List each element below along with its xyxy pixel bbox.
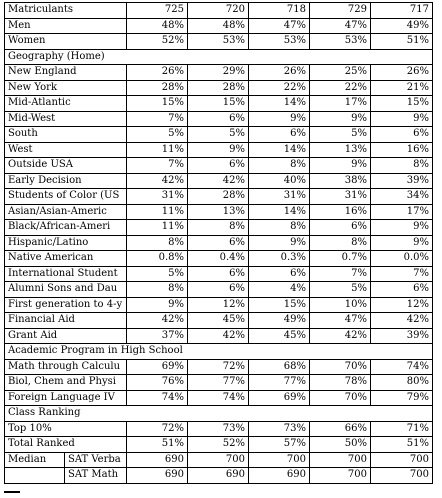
table-cell: 6% (249, 266, 310, 282)
row-label: Hispanic/Latino (5, 235, 127, 251)
table-cell: 8% (371, 158, 433, 174)
table-cell: 49% (371, 18, 433, 34)
row-label: Mid-Atlantic (5, 96, 127, 112)
table-cell: 6% (188, 235, 249, 251)
row-label: Students of Color (US (5, 189, 127, 205)
table-row (5, 142, 433, 158)
table-cell: 0.0% (371, 251, 433, 267)
table-cell: 15% (249, 297, 310, 313)
table-cell: 42% (188, 328, 249, 344)
table-cell: 38% (310, 173, 371, 189)
row-label: Math through Calculu (5, 359, 127, 375)
table-cell: 5% (127, 266, 188, 282)
table-cell: 52% (127, 34, 188, 50)
table-row (5, 158, 433, 174)
row-label: New York (5, 80, 127, 96)
matriculant-statistics-table (4, 2, 433, 484)
table-cell: 690 (127, 452, 188, 468)
table-cell: 690 (188, 468, 249, 484)
table-cell: 6% (249, 127, 310, 143)
table-cell: 71% (371, 421, 433, 437)
section-heading: Geography (Home) (5, 49, 433, 65)
table-cell: 80% (371, 375, 433, 391)
table-row (5, 452, 433, 468)
table-cell: 51% (371, 34, 433, 50)
table-cell: 73% (188, 421, 249, 437)
row-label: Men (5, 18, 127, 34)
table-cell: 77% (188, 375, 249, 391)
row-label: Biol, Chem and Physi (5, 375, 127, 391)
table-cell: 15% (127, 96, 188, 112)
table-cell: 8% (127, 282, 188, 298)
table-cell: 45% (188, 313, 249, 329)
table-cell: 14% (249, 96, 310, 112)
table-cell: 45% (249, 328, 310, 344)
table-row (5, 468, 433, 484)
table-cell: 700 (249, 452, 310, 468)
table-cell: 31% (310, 189, 371, 205)
table-cell: 725 (127, 3, 188, 19)
row-label: West (5, 142, 127, 158)
row-label: Total Ranked (5, 437, 127, 453)
table-row (5, 127, 433, 143)
table-cell: 9% (249, 235, 310, 251)
section-row (5, 49, 433, 65)
row-label: Top 10% (5, 421, 127, 437)
table-row (5, 220, 433, 236)
table-cell: 7% (127, 111, 188, 127)
table-cell: 29% (188, 65, 249, 81)
row-label: Native American (5, 251, 127, 267)
table-cell: 0.7% (310, 251, 371, 267)
table-cell: 12% (371, 297, 433, 313)
table-cell: 51% (127, 437, 188, 453)
table-cell: 718 (249, 3, 310, 19)
table-row (5, 328, 433, 344)
table-cell: 5% (310, 282, 371, 298)
table-cell: 13% (188, 204, 249, 220)
table-cell: 68% (249, 359, 310, 375)
table-cell: 52% (188, 437, 249, 453)
table-cell: 22% (249, 80, 310, 96)
table-row (5, 266, 433, 282)
row-sublabel: SAT Verba (65, 452, 127, 468)
table-cell: 70% (310, 359, 371, 375)
table-cell: 690 (249, 468, 310, 484)
table-row (5, 18, 433, 34)
row-label: Early Decision (5, 173, 127, 189)
table-cell: 42% (127, 173, 188, 189)
table-cell: 720 (188, 3, 249, 19)
table-cell: 74% (127, 390, 188, 406)
table-row (5, 251, 433, 267)
table-row (5, 235, 433, 251)
row-group-label (5, 468, 65, 484)
table-row (5, 297, 433, 313)
table-cell: 12% (188, 297, 249, 313)
table-cell: 34% (371, 189, 433, 205)
table-row (5, 111, 433, 127)
table-cell: 700 (310, 468, 371, 484)
table-cell: 47% (310, 18, 371, 34)
table-cell: 72% (127, 421, 188, 437)
table-cell: 7% (371, 266, 433, 282)
table-cell: 69% (249, 390, 310, 406)
table-row (5, 80, 433, 96)
table-cell: 26% (249, 65, 310, 81)
table-cell: 70% (310, 390, 371, 406)
table-cell: 48% (188, 18, 249, 34)
table-cell: 28% (127, 80, 188, 96)
table-cell: 14% (249, 142, 310, 158)
table-cell: 42% (310, 328, 371, 344)
row-label: First generation to 4-y (5, 297, 127, 313)
table-cell: 5% (127, 127, 188, 143)
table-cell: 15% (371, 96, 433, 112)
table-row (5, 390, 433, 406)
table-cell: 66% (310, 421, 371, 437)
row-label: Matriculants (5, 3, 127, 19)
row-label: Mid-West (5, 111, 127, 127)
row-label: South (5, 127, 127, 143)
table-row (5, 375, 433, 391)
table-cell: 53% (188, 34, 249, 50)
table-cell: 729 (310, 3, 371, 19)
row-label: Outside USA (5, 158, 127, 174)
table-cell: 5% (310, 127, 371, 143)
table-cell: 26% (371, 65, 433, 81)
table-cell: 7% (310, 266, 371, 282)
table-cell: 6% (188, 282, 249, 298)
section-heading: Class Ranking (5, 406, 433, 422)
table-cell: 8% (188, 220, 249, 236)
table-cell: 74% (371, 359, 433, 375)
table-cell: 9% (188, 142, 249, 158)
table-cell: 17% (371, 204, 433, 220)
row-label: Asian/Asian-Americ (5, 204, 127, 220)
table-cell: 14% (249, 204, 310, 220)
table-cell: 717 (371, 3, 433, 19)
table-cell: 700 (371, 452, 433, 468)
row-label: Black/African-Ameri (5, 220, 127, 236)
section-row (5, 344, 433, 360)
table-cell: 77% (249, 375, 310, 391)
footer-rule (4, 491, 20, 493)
table-cell: 11% (127, 204, 188, 220)
table-cell: 72% (188, 359, 249, 375)
table-cell: 700 (310, 452, 371, 468)
table-cell: 47% (310, 313, 371, 329)
table-cell: 5% (188, 127, 249, 143)
table-row (5, 313, 433, 329)
table-cell: 6% (371, 127, 433, 143)
table-cell: 48% (127, 18, 188, 34)
table-row (5, 421, 433, 437)
table-row (5, 282, 433, 298)
table-row (5, 437, 433, 453)
table-cell: 0.4% (188, 251, 249, 267)
table-cell: 79% (371, 390, 433, 406)
table-cell: 26% (127, 65, 188, 81)
row-label: Foreign Language IV (5, 390, 127, 406)
table-cell: 53% (310, 34, 371, 50)
table-cell: 42% (127, 313, 188, 329)
table-cell: 42% (371, 313, 433, 329)
table-cell: 700 (188, 452, 249, 468)
table-row (5, 204, 433, 220)
table-cell: 73% (249, 421, 310, 437)
table-cell: 31% (249, 189, 310, 205)
table-cell: 78% (310, 375, 371, 391)
table-cell: 28% (188, 189, 249, 205)
table-cell: 10% (310, 297, 371, 313)
table-cell: 700 (371, 468, 433, 484)
table-cell: 40% (249, 173, 310, 189)
table-row (5, 3, 433, 19)
table-cell: 6% (188, 158, 249, 174)
table-cell: 6% (188, 111, 249, 127)
table-row (5, 189, 433, 205)
table-cell: 37% (127, 328, 188, 344)
row-label: Grant Aid (5, 328, 127, 344)
table-cell: 13% (310, 142, 371, 158)
table-cell: 8% (310, 235, 371, 251)
table-cell: 39% (371, 328, 433, 344)
row-label: International Student (5, 266, 127, 282)
table-cell: 6% (188, 266, 249, 282)
table-cell: 0.8% (127, 251, 188, 267)
table-cell: 8% (249, 158, 310, 174)
table-cell: 7% (127, 158, 188, 174)
table-cell: 69% (127, 359, 188, 375)
table-cell: 15% (188, 96, 249, 112)
table-cell: 42% (188, 173, 249, 189)
table-cell: 690 (127, 468, 188, 484)
table-cell: 53% (249, 34, 310, 50)
table-cell: 31% (127, 189, 188, 205)
table-cell: 50% (310, 437, 371, 453)
table-row (5, 173, 433, 189)
table-row (5, 359, 433, 375)
table-cell: 9% (127, 297, 188, 313)
row-label: Women (5, 34, 127, 50)
table-cell: 11% (127, 220, 188, 236)
table-cell: 8% (249, 220, 310, 236)
table-cell: 11% (127, 142, 188, 158)
table-row (5, 96, 433, 112)
table-cell: 9% (371, 235, 433, 251)
table-cell: 51% (371, 437, 433, 453)
section-heading: Academic Program in High School (5, 344, 433, 360)
table-cell: 9% (310, 111, 371, 127)
table-cell: 76% (127, 375, 188, 391)
table-cell: 47% (249, 18, 310, 34)
table-cell: 49% (249, 313, 310, 329)
table-row (5, 34, 433, 50)
row-label: Financial Aid (5, 313, 127, 329)
row-group-label: Median (5, 452, 65, 468)
table-cell: 9% (371, 111, 433, 127)
table-cell: 22% (310, 80, 371, 96)
table-cell: 0.3% (249, 251, 310, 267)
table-cell: 28% (188, 80, 249, 96)
table-cell: 9% (371, 220, 433, 236)
table-cell: 57% (249, 437, 310, 453)
table-cell: 16% (310, 204, 371, 220)
table-cell: 6% (371, 282, 433, 298)
table-cell: 17% (310, 96, 371, 112)
table-cell: 16% (371, 142, 433, 158)
table-cell: 6% (310, 220, 371, 236)
row-label: Alumni Sons and Dau (5, 282, 127, 298)
row-label: New England (5, 65, 127, 81)
table-cell: 25% (310, 65, 371, 81)
table-cell: 8% (127, 235, 188, 251)
table-cell: 9% (249, 111, 310, 127)
table-cell: 74% (188, 390, 249, 406)
row-sublabel: SAT Math (65, 468, 127, 484)
table-cell: 21% (371, 80, 433, 96)
table-row (5, 65, 433, 81)
table-cell: 39% (371, 173, 433, 189)
table-cell: 4% (249, 282, 310, 298)
table-cell: 9% (310, 158, 371, 174)
section-row (5, 406, 433, 422)
